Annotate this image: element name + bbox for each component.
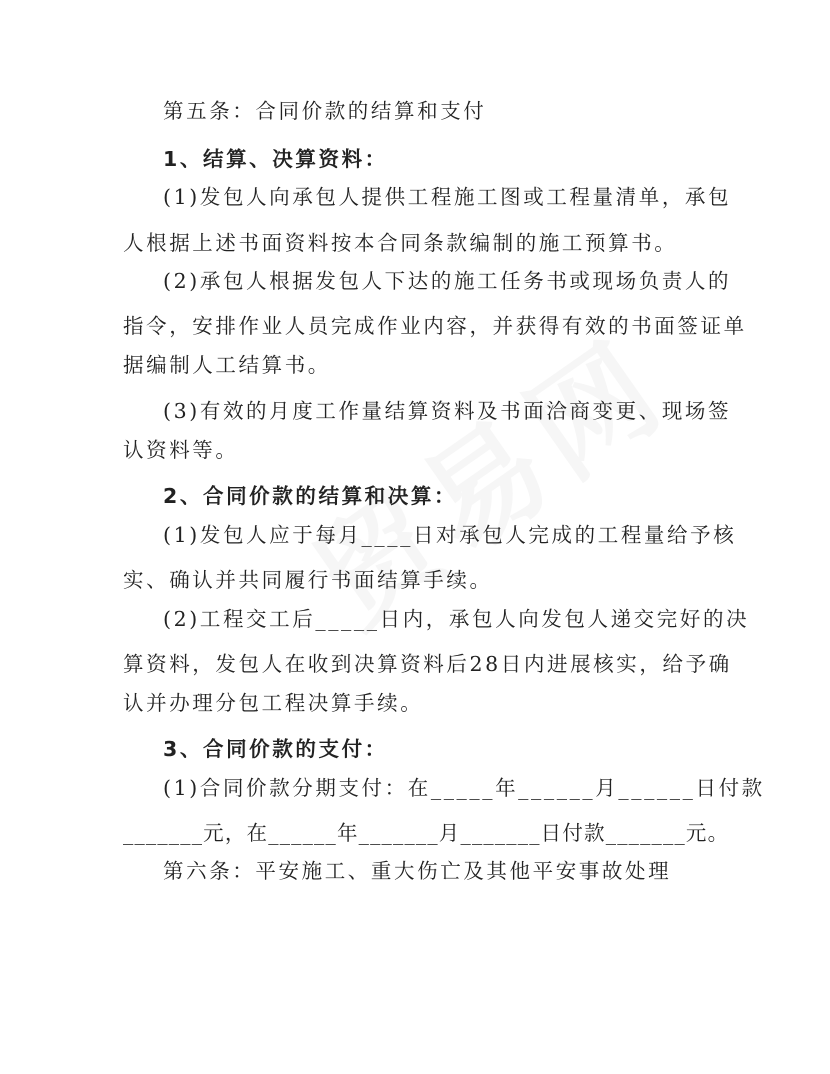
section-2-para-1-line-2: 实、确认并共同履行书面结算手续。 [123, 568, 493, 592]
section-2-para-1-line-1: (1)发包人应于每月____日对承包人完成的工程量给予核 [163, 523, 737, 547]
section-3-title: 3、合同价款的支付： [163, 737, 388, 761]
section-2-para-2-line-3: 认并办理分包工程决算手续。 [123, 691, 424, 715]
section-3-para-1-line-1: (1)合同价款分期支付：在_____年______月______日付款 [163, 776, 765, 800]
section-2-para-2-line-1: (2)工程交工后_____日内，承包人向发包人递交完好的决 [163, 607, 750, 631]
section-1-para-3-line-2: 认资料等。 [123, 438, 239, 462]
section-1-para-2-line-2: 指令，安排作业人员完成作业内容，并获得有效的书面签证单 [123, 314, 747, 338]
section-3-para-1-line-2: _______元，在______年_______月_______日付款_______元。 [123, 821, 730, 845]
section-1-para-1-line-2: 人根据上述书面资料按本合同条款编制的施工预算书。 [123, 231, 678, 255]
section-1-para-2-line-1: (2)承包人根据发包人下达的施工任务书或现场负责人的 [163, 269, 732, 293]
article-5-heading: 第五条：合同价款的结算和支付 [163, 99, 487, 123]
section-1-para-3-line-1: (3)有效的月度工作量结算资料及书面洽商变更、现场签 [163, 399, 732, 423]
section-2-title: 2、合同价款的结算和决算： [163, 484, 458, 508]
section-2-para-2-line-2: 算资料，发包人在收到决算资料后28日内进展核实，给予确 [123, 652, 732, 676]
section-1-title: 1、结算、决算资料： [163, 147, 388, 171]
section-1-para-1-line-1: (1)发包人向承包人提供工程施工图或工程量清单，承包 [163, 185, 732, 209]
article-6-heading: 第六条：平安施工、重大伤亡及其他平安事故处理 [163, 859, 672, 883]
watermark-text [276, 294, 694, 659]
section-1-para-2-line-3: 据编制人工结算书。 [123, 353, 331, 377]
